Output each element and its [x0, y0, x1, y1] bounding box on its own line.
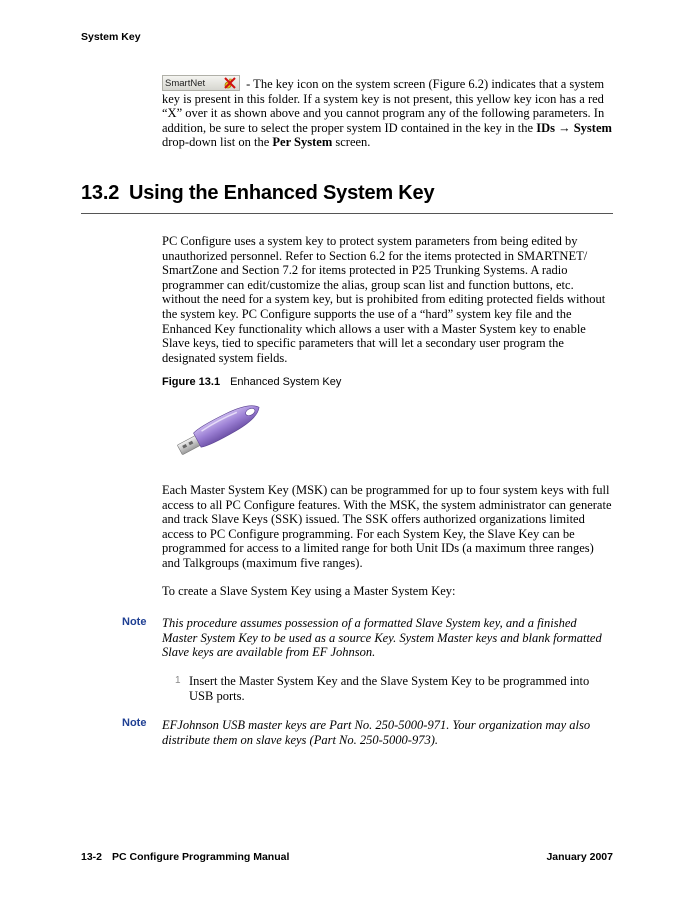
- footer-date: January 2007: [546, 851, 613, 863]
- running-header: System Key: [81, 31, 141, 43]
- figure-caption: [162, 376, 341, 388]
- manual-title: PC Configure Programming Manual: [112, 851, 290, 863]
- paragraph-2: Each Master System Key (MSK) can be programmed for up to four system keys with full access to all PC Configure features. With the MSK, the system administrator can generate and track Slave Keys (SSK) issued. The SSK offers authorized organizations limited access to PC Configure programming. For each System Key, the Slave Key can be programmed for access to a limited range for both Unit IDs (a maximum three ranges) and Talkgroups (maximum five ranges).: [162, 483, 612, 570]
- key-x-icon: [223, 76, 237, 90]
- section-title-text: Using the Enhanced System Key: [129, 182, 435, 204]
- heading-rule: [81, 213, 613, 214]
- page-number: 13-2: [81, 851, 103, 863]
- section-number: 13.2: [81, 182, 120, 204]
- running-footer-left: [81, 851, 289, 863]
- intro-text-3: screen.: [332, 135, 371, 150]
- note-label-1: Note: [122, 616, 147, 628]
- system-key-icon-label: SmartNet: [165, 78, 206, 89]
- section-heading: [81, 182, 434, 205]
- figure-number: Figure 13.1: [162, 376, 221, 388]
- step-text-1: Insert the Master System Key and the Slave System Key to be programmed into USB ports.: [189, 674, 590, 703]
- figure-caption-text: Enhanced System Key: [230, 376, 342, 388]
- intro-paragraph: [162, 75, 612, 150]
- step-number-1: 1: [175, 675, 181, 686]
- note-text-1: This procedure assumes possession of a formatted Slave System key, and a finished Master System Key to be used as a source Key. System Master keys and blank formatted Slave keys are available from EF Johnson.: [162, 616, 602, 660]
- intro-text-2: drop-down list on the: [162, 135, 273, 150]
- paragraph-3: To create a Slave System Key using a Master System Key:: [162, 584, 456, 598]
- paragraph-1: PC Configure uses a system key to protect system parameters from being edited by unauthorized personnel. Refer to Section 6.2 for the items protected in SMARTNET/ SmartZone and Section 7.2 for items protected in P25 Trunking Systems. A radio programmer can edit/customize the alias, group scan list and function buttons, etc. without the need for a system key, but is prohibited from editing protected fields without the system key. PC Configure supports the use of a “hard” system key file and the Enhanced Key functionality which allows a user with a Master System key to enable Slave keys, tied to specific parameters that will let a secondary user program the designated system fields.: [162, 234, 606, 365]
- usb-key-image: [172, 392, 272, 462]
- note-text-2: EFJohnson USB master keys are Part No. 250-5000-971. Your organization may also distribute them on slave keys (Part No. 250-5000-973).: [162, 718, 591, 747]
- system-key-icon: [162, 75, 240, 91]
- intro-bold-ids: IDs → System: [536, 120, 612, 135]
- intro-text: - The key icon on the system screen (Figure 6.2) indicates that a system key is present in this folder. If a system key is not present, this yellow key icon has a red “X” over it as shown above and you cannot program any of the following parameters. In addition, be sure to select the proper system ID contained in the key in the: [162, 77, 605, 135]
- note-label-2: Note: [122, 717, 147, 729]
- intro-bold-per-system: Per System: [272, 135, 333, 150]
